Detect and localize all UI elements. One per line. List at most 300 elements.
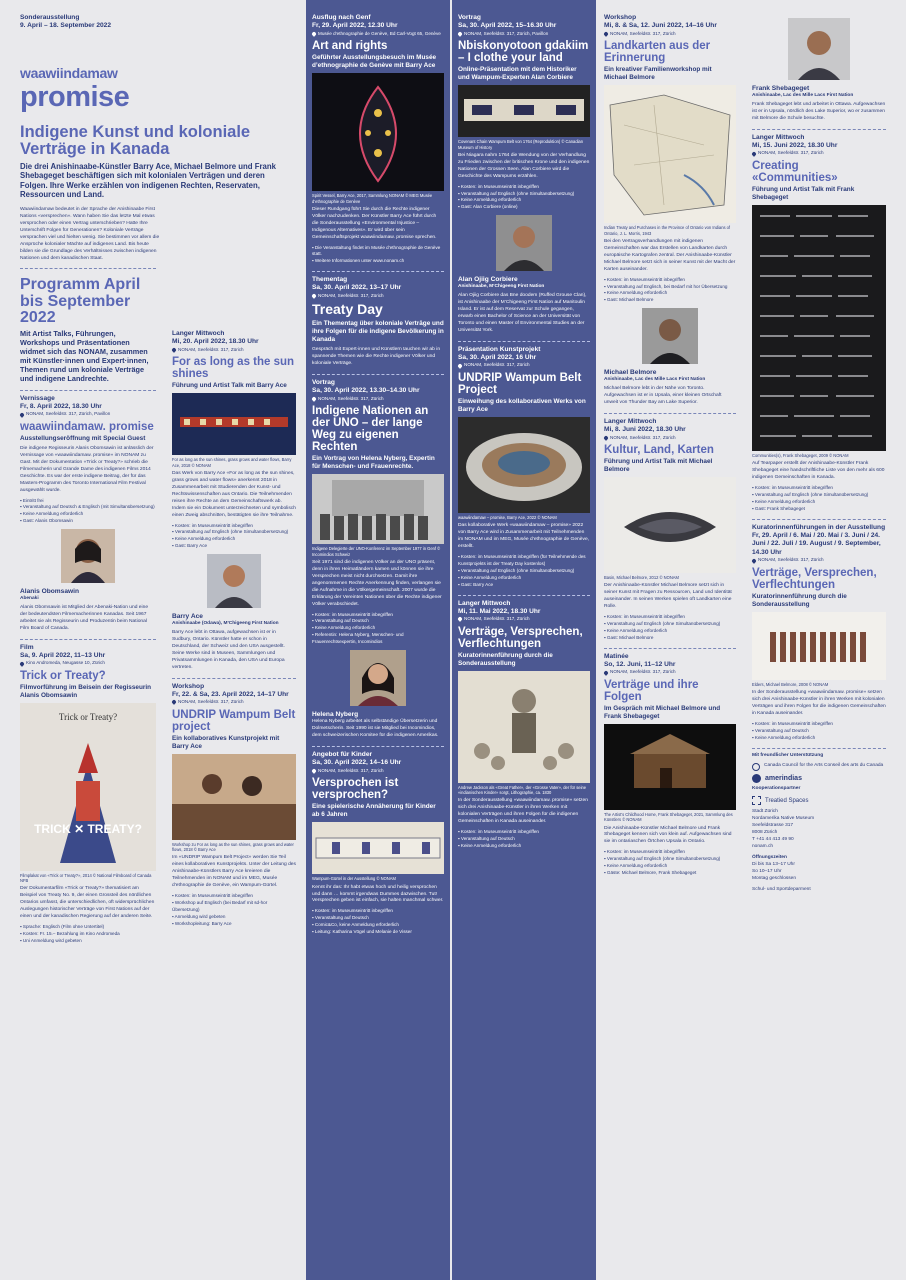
- workshop-image: [172, 754, 296, 840]
- location-pin-icon: [311, 31, 317, 37]
- wampum-belt-image: [312, 822, 444, 874]
- sponsor-amerindias: [752, 774, 886, 784]
- workshop-date: Fr, 22. & Sa, 23. April 2022, 14–17 Uhr: [172, 690, 289, 698]
- treaty-map-image: [604, 85, 736, 223]
- film-kicker: Film: [20, 643, 34, 651]
- tour-subtitle: Führung und Artist Talk mit Frank Shebageget: [752, 185, 855, 201]
- list-item: ▪ Gast: Alanis Obomsawin: [20, 518, 156, 525]
- list-item: ▪ Keine Anmeldung erforderlich: [458, 197, 590, 204]
- sponsor-canada-council: [752, 763, 886, 771]
- list-item: ▪ Veranstaltung auf Englisch (ohne Simultanübersetzung): [172, 529, 296, 536]
- image-caption: Andrew Jackson als «Great Father», der «Grosse Vater», der für seine «indianischen Kinder» sorgt, Lithographie, ca. 1830: [458, 784, 587, 796]
- film-title: Trick or Treaty?: [20, 669, 106, 682]
- kids-subtitle: Eine spielerische Annäherung für Kinder ab 6 Jahren: [312, 803, 436, 819]
- location-pin-icon: [603, 435, 609, 441]
- partner-label: Kooperationspartner: [752, 786, 801, 792]
- treatied-spaces-text: Treatied Spaces: [765, 797, 809, 804]
- image-caption: Communities(s), Frank Shebageget, 2009 © NONAM: [752, 452, 849, 458]
- communities-artwork-image: [752, 205, 886, 451]
- divider: [172, 678, 296, 679]
- divider: [312, 746, 444, 747]
- vernissage-location-text: NONAM, Seefeldstr. 317, Zürich, Pavillon: [26, 411, 111, 417]
- person-name: Helena Nyberg: [312, 711, 359, 719]
- person-role: Abenaki: [20, 596, 39, 602]
- themeday-location-text: NONAM, Seefeldstr. 317, Zürich: [318, 293, 384, 299]
- image-caption: Covenant Chain Wampum Belt von 1764 (Reproduktion) © Canadian Museum of History: [458, 139, 584, 150]
- intro-text: Waawiindamaw bedeutet in der Sprache der Anishinaabe First Nations «versprechen». Wann haben Sie das letzte Mal etwas versprochen oder einen Vertrag unterschrieben? Hatte Ihre Unterschrift Folgen für Generationen? Koloniale Verträge versprachen viel und hielten wenig. Sie bestimmen vor allem die Ansprüche kolonialer Mächte auf indigenes Land. Bis heute bilden sie die Grundlage des Verhältnisses zwischen indigenen Nationen und dem kanadischen Staat.: [20, 206, 160, 262]
- workshop-kicker: Workshop: [604, 14, 637, 21]
- event-info-list: [312, 245, 444, 266]
- themeday-body: Gespräch mit Expert·innen und Künstlern tauchen wir ab in spannende Themen wie die Rechte indigener Völker und koloniale Verträge.: [312, 347, 441, 366]
- film-location-text: Kino Andromeda, Neugasse 10, Zürich: [26, 660, 105, 666]
- event-body: Das Werk von Barry Ace «For as long as the sun shines, grass grows and water flows» anerkennt 2018 in Zusammenarbeit mit Studierenden der Kunst- und Rechtswissenschaften aus Ontario. Die Teilnehmenden reisen ihre Rechte an dem Gemeinschaftswerk ab. Indem sie ein Dokument unterzeichneten und symbolisch einen Zweig abschnitten, bestätigten sie ihre Teilnahme.: [172, 470, 296, 518]
- presentation-location: [458, 362, 590, 368]
- list-item: ▪ Eintritt frei: [20, 498, 156, 505]
- presentation-info-list: [458, 554, 590, 588]
- poster-header-text: Trick or Treaty?: [58, 711, 118, 722]
- poster-title-text: TRICK ✕ TREATY?: [34, 821, 142, 836]
- presentation-location-text: NONAM, Seefeldstr. 317, Zürich: [464, 362, 530, 368]
- divider: [458, 341, 590, 342]
- divider: [20, 639, 156, 640]
- film-location: [20, 660, 156, 666]
- logo-promise: promise: [20, 80, 130, 113]
- list-item: ▪ Gast: Michael Belmore: [604, 635, 736, 642]
- lecture-location: [312, 396, 444, 402]
- footer-department: Schul- und Sportdeparment: [752, 886, 811, 892]
- workshop-body: Im «UNDRIP Wampum Belt Project» werden Sie Teil eines kollaborativen Kunstprojekts. Unter der Leitung des Anishinaabe-Künstlers Barry Ace kreieren die Teilnehmenden im NONAM und im MEG, Musée d’ethnographie de Genève, ein Wampum-Gürtel.: [172, 855, 296, 889]
- themeday-date: Sa, 30. April 2022, 13–17 Uhr: [312, 284, 402, 292]
- address-line: Stadt Zürich: [752, 809, 778, 815]
- elders-artwork-image: [752, 612, 886, 680]
- list-item: ▪ Anmeldung wird gebeten: [172, 914, 296, 921]
- list-item: ▪ Veranstaltung auf Englisch (ohne Simultanübersetzung): [604, 621, 736, 628]
- film-poster-image: [20, 703, 156, 871]
- list-item: ▪ Workshop auf Englisch (bei Bedarf mit sd-hor Übersetzung): [172, 900, 296, 914]
- presentation-subtitle: Einweihung des kollaborativen Werks von Barry Ace: [458, 397, 586, 413]
- list-item: ▪ Gäste: Michael Belmore, Frank Shebageget: [604, 870, 736, 877]
- matinee-date: So, 12. Juni, 11–12 Uhr: [604, 660, 676, 668]
- logo-waawiindamaw: waawiindamaw: [20, 65, 118, 82]
- tour-location-text: NONAM, Seefeldstr. 317, Zürich: [758, 150, 824, 156]
- portrait-alan-corbiere: [496, 215, 552, 271]
- tour-kicker: Langer Mittwoch: [604, 417, 657, 425]
- list-item: ▪ Kosten: Fr. 15.– Bezahlung im Kino Andromeda: [20, 931, 156, 938]
- list-item: ▪ Keine Anmeldung erforderlich: [604, 290, 736, 297]
- curator-dates: Fr, 29. April / 6. Mai / 20. Mai / 3. Juni / 24. Juni / 22. Juli / 19. August / 9. September, 14.30 Uhr: [752, 531, 881, 556]
- list-item: ▪ Gast: Michael Belmore: [604, 297, 736, 304]
- person-bio: Alan Ojiig Corbiere das Bne doodem (Ruffed Grouse Clan), ist Anishinaabe der M’Chigeeng First Nation auf Manitoulin Island. Er ist auf dem Reservat zur Schule gegangen, erwarb einen Bachelor of Science an der Universität von Toronto und einen Master of Environmental Studies an der Universität York.: [458, 292, 587, 333]
- list-item: ▪ Kosten: im Museumseintritt inbegriffen: [752, 485, 886, 492]
- list-item: ▪ Veranstaltung auf Deutsch: [312, 915, 444, 922]
- workshop-location-text: NONAM, Seefeldstr. 317, Zürich: [178, 699, 244, 705]
- column-6: [746, 0, 892, 1280]
- covenant-chain-belt-image: [458, 85, 590, 137]
- workshop-info-list: [604, 277, 736, 305]
- person-bio: Barry Ace lebt in Ottawa, aufgewachsen ist er in Sudbury, Ontario. Künstler hatte er schon in Deutschland, der Schweiz und den USA ausgestellt. Seine Werke sind in Museen, Sammlungen und Privatsammlungen in Kanada, den USA und Europa vertreten.: [172, 629, 285, 670]
- location-pin-icon: [311, 768, 317, 774]
- kids-body: Kennt ihr das: Ihr habt etwas hoch und heilig versprochen und dann … kommt irgendwas Dummes dazwischen. Tut! Versprechen geben ist einfach, sie halten manchmal schwer.: [312, 884, 444, 904]
- address-line: Seefeldstrasse 317: [752, 823, 794, 829]
- event-date: Sa, 30. April 2022, 15–16.30 Uhr: [458, 22, 557, 30]
- bowl-artwork-image: [458, 417, 590, 513]
- event-title: Nbiskonyotoon gdakiim – I clothe your land: [458, 40, 589, 65]
- address-line: T +41 44 413 49 90: [752, 837, 794, 843]
- event-info-list: [458, 184, 590, 212]
- divider: [752, 129, 886, 130]
- list-item: ▪ Veranstaltung auf Englisch, bei Bedarf mit hor Übersetzung: [604, 284, 736, 291]
- matinee-location-text: NONAM, Seefeldstr. 317, Zürich: [610, 669, 676, 675]
- workshop-location: [172, 699, 296, 705]
- event-location: [458, 31, 590, 37]
- matinee-body: Die Anishinaabe-Künstler Michael Belmore und Frank Shebageget kennen sich von klein auf. Aufgewachsen sind sie im ontariaschen Örtchen Upsala in Ontario.: [604, 825, 732, 845]
- workshop-subtitle: Ein kreativer Familienworkshop mit Michael Belmore: [604, 66, 712, 82]
- program-subtitle: Mit Artist Talks, Führungen, Workshops und Präsentationen widmet sich das NONAM, zusammen mit Künstler·innen und Expert·innen, Themen rund um koloniale Verträge und indigene Landrechte.: [20, 329, 149, 383]
- event-title: Art and rights: [312, 40, 388, 53]
- image-caption: waawiindamaw – promise, Barry Ace, 2022 © NONAM: [458, 514, 557, 520]
- address-block: [752, 809, 886, 851]
- curator-location: [752, 557, 886, 563]
- image-caption: Indigene Delegierte der UNO-Konferenz im September 1977 in Genf © Incomindios Schweiz: [312, 546, 441, 557]
- tour-subtitle: Führung und Artist Talk mit Michael Belmore: [604, 457, 713, 473]
- person-name: Barry Ace: [172, 613, 203, 621]
- divider: [752, 748, 886, 749]
- image-caption: Basin, Michael Belmore, 2012 © NONAM: [604, 574, 679, 580]
- list-item: ▪ Veranstaltung auf Englisch (ohne Simultanübersetzung): [458, 568, 590, 575]
- list-item: ▪ Kosten: im Museumseintritt inbegriffen: [312, 612, 444, 619]
- tour-subtitle: Kuratorinnenführung durch die Sonderausstellung: [458, 651, 553, 667]
- tour-date: Mi, 8. Juni 2022, 18.30 Uhr: [604, 426, 686, 433]
- location-pin-icon: [457, 363, 463, 369]
- column-5: [598, 0, 742, 1280]
- list-item: ▪ Keine Anmeldung erforderlich: [312, 625, 444, 632]
- location-pin-icon: [457, 617, 463, 623]
- spirit-vessel-image: [312, 73, 444, 191]
- lithograph-image: [458, 671, 590, 783]
- tour-location-text: NONAM, Seefeldstr. 317, Zürich: [464, 616, 530, 622]
- location-pin-icon: [603, 31, 609, 37]
- film-caption: Filmplakat von «Trick or Treaty?», 2014 © National Filmboard of Canada NFB: [20, 872, 152, 884]
- tour-location: [604, 435, 736, 441]
- list-item: ▪ Kosten: im Museumseintritt inbegriffen: [604, 277, 736, 284]
- person-role: Anishinaabe (Odawa), M’Chigeeng First Nation: [172, 621, 279, 627]
- tour-title: Creating «Communities»: [752, 159, 838, 184]
- hours-line: So 10–17 Uhr: [752, 868, 782, 874]
- divider: [312, 271, 444, 272]
- list-item: ▪ Sprache: Englisch (Film ohne Untertitel): [20, 924, 156, 931]
- list-item: ▪ Veranstaltung auf Deutsch & Englisch (mit Simultanübersetzung): [20, 504, 156, 511]
- column-2: [166, 0, 302, 1280]
- person-role: Anishinaabe, Lac des Mille Lacs First Nation: [752, 93, 854, 99]
- list-item: ▪ Gast: Alan Corbiere (online): [458, 204, 590, 211]
- workshop-location: [604, 31, 736, 37]
- opening-hours: [752, 855, 886, 883]
- curator-subtitle: Kuratorinnenführung durch die Sonderausstellung: [752, 592, 847, 608]
- vernissage-body: Die indigene Regisseurin Alanis Obomsawin ist anlässlich der Vernissage von «waawiindamaw. promise» im NONAM zu Gast. Mit der Dokumentation «Trick or Treaty?» schrieb die Filmemacherin und Grande Dame des indigenen Films 2014 Geschichte. Es war der erste indigene Beitrag, der für das Masters-Programm des Toronto International Film Festival ausgewählt wurde.: [20, 445, 154, 493]
- list-item: ▪ Die Veranstaltung findet im Musée d’ethnographie de Genève statt.: [312, 245, 444, 259]
- lecture-title: Indigene Nationen an der UNO – der lange Weg zu eigenen Rechten: [312, 405, 429, 454]
- list-item: ▪ Gast: Barry Ace: [458, 582, 590, 589]
- event-location: [312, 31, 444, 37]
- person-name: Michael Belmore: [604, 369, 657, 377]
- person-role: Anishinaabe, Lac des Mille Lacs First Nation: [604, 377, 706, 383]
- list-item: ▪ Keine Anmeldung erforderlich: [458, 843, 590, 850]
- kids-date: Sa, 30. April 2022, 14–16 Uhr: [312, 759, 402, 767]
- list-item: ▪ Workshopleitung: Barry Ace: [172, 921, 296, 928]
- list-item: ▪ Kosten: im Museumseintritt inbegriffen: [312, 908, 444, 915]
- exhibition-kicker: Sonderausstellung: [20, 14, 80, 21]
- lecture-subtitle: Ein Vortrag von Helena Nyberg, Expertin für Menschen- und Frauenrechte.: [312, 455, 435, 471]
- event-date: Mi, 20. April 2022, 18.30 Uhr: [172, 338, 259, 346]
- event-location-text: NONAM, Seefeldstr. 317, Zürich, Pavillon: [464, 30, 549, 36]
- curator-title: Verträge, Versprechen, Verflechtungen: [752, 566, 877, 591]
- divider: [752, 519, 886, 520]
- location-pin-icon: [751, 151, 757, 157]
- location-pin-icon: [171, 347, 177, 353]
- person-bio: Michael Belmore lebt in der Nähe von Toronto. Aufgewachsen ist er in Upsala, einer kleinen Ortschaft unweit von Thunder Bay am Lake Superior.: [604, 385, 722, 405]
- workshop-info-list: [172, 893, 296, 927]
- lecture-location-text: NONAM, Seefeldstr. 317, Zürich: [318, 395, 384, 401]
- column-3: [306, 0, 450, 1280]
- person-name: Alan Ojiig Corbiere: [458, 276, 518, 284]
- location-pin-icon: [603, 670, 609, 676]
- presentation-date: Sa, 30. April 2022, 16 Uhr: [458, 353, 537, 361]
- image-caption: Spirit Vessel, Barry Ace, 2017, Sammlung NONAM © MEG Musée d’ethnographie de Genève: [312, 193, 433, 204]
- workshop-location-text: NONAM, Seefeldstr. 317, Zürich: [610, 30, 676, 36]
- workshop-subtitle: Ein kollaboratives Kunstprojekt mit Barry Ace: [172, 734, 280, 750]
- portrait-barry-ace: [207, 554, 261, 608]
- person-bio: Frank Shebageget lebt und arbeitet in Ottawa. Aufgewachsen ist er in Upsala, nördlich des Lake Superior, wo er zusammen mit Belmore die Schule besuchte.: [752, 101, 886, 121]
- person-bio: Alanis Obomsawin ist Mitglied der Abenaki-Nation und eine der bedeutendsten Filmemacherinnen Kanadas. Seit 1967 arbeitet sie als Regisseurin und Produzentin beim National Film Board of Canada.: [20, 604, 149, 631]
- curator-info-list: [752, 721, 886, 742]
- main-subtitle: Die drei Anishinaabe-Künstler Barry Ace, Michael Belmore und Frank Shebageget beschäftigen sich mit kolonialen Verträgen und deren Folgen. Ihre Werke erzählen von indigenen Rechten, Reservaten, Ressourcen und Land.: [20, 161, 276, 200]
- address-line: 8008 Zürich: [752, 830, 778, 836]
- divider: [604, 648, 736, 649]
- location-pin-icon: [19, 412, 25, 418]
- tour-info-list: [604, 614, 736, 642]
- list-item: ▪ Kosten: im Museumseintritt inbegriffen: [172, 523, 296, 530]
- tour-body: In der Sonderausstellung «waawiindamaw. promise» setzen sich drei Anishinaabe-Künstler in ihren Werken mit kolonialen Verträgen und ihren Folgen für die indigenen Gemeinschaften in Kanada auseinander.: [458, 798, 588, 825]
- tour-body: Auf Tearpaper erstellt der Anishinaabe-Künstler Frank Shebageget eine handschriftliche Liste von den mehr als 600 indigenen Gemeinschaften in Kanada.: [752, 461, 885, 481]
- program-title: Programm April bis September 2022: [20, 276, 141, 327]
- person-bio: Helena Nyberg arbeitet als selbständige Übersetzerin und Dolmetscherin. Seit 1990 ist sie Mitglied bei Incomindios, dem schweizerischen Komitee für die indigenen Amerikas.: [312, 719, 439, 739]
- lecture-date: Sa, 30. April 2022, 13.30–14.30 Uhr: [312, 387, 420, 395]
- event-location-text: NONAM, Seefeldstr. 317, Zürich: [178, 346, 244, 352]
- image-caption: Wampum-Gürtel in der Ausstellung © NONAM: [312, 876, 396, 882]
- matinee-subtitle: Im Gespräch mit Michael Belmore und Frank Shebageget: [604, 704, 721, 720]
- location-pin-icon: [751, 558, 757, 564]
- list-item: ▪ Veranstaltung auf Englisch (ohne Simultanübersetzung): [458, 191, 590, 198]
- support-label: Mit freundlicher Unterstützung: [752, 752, 824, 758]
- divider: [20, 390, 156, 391]
- address-line: Nordamerika Native Museum: [752, 816, 815, 822]
- tour-body: Der Anishinaabe-Künstler Michael Belmore setzt sich in seiner Kunst mit Fragen zu Ressourcen, Land und Identität auseinander. In seinen Werken spielen oft Landkarten eine Rolle.: [604, 583, 732, 610]
- location-pin-icon: [311, 293, 317, 299]
- vernissage-kicker: Vernissage: [20, 394, 55, 402]
- list-item: ▪ Kosten: im Museumseintritt inbegriffen: [458, 184, 590, 191]
- image-caption: Elders, Michael Belmore, 2008 © NONAM: [752, 681, 829, 687]
- location-pin-icon: [311, 396, 317, 402]
- column-4: [452, 0, 596, 1280]
- tour-location: [458, 616, 590, 622]
- kids-title: Versprochen ist versprochen?: [312, 777, 399, 802]
- tour-kicker: Langer Mittwoch: [752, 133, 805, 141]
- event-subtitle: Führung und Artist Talk mit Barry Ace: [172, 382, 287, 390]
- curator-location-text: NONAM, Seefeldstr. 317, Zürich: [758, 557, 824, 563]
- film-info-list: [20, 924, 156, 945]
- list-item: ▪ Gast: Frank Shebageget: [752, 506, 886, 513]
- tour-title: Verträge, Versprechen, Verflechtungen: [458, 625, 583, 650]
- divider: [312, 374, 444, 375]
- film-subtitle: Filmvorführung im Beisein der Regisseurin Alanis Obomsawin: [20, 683, 152, 699]
- matinee-info-list: [604, 849, 736, 877]
- list-item: ▪ Keine Anmeldung erforderlich: [752, 499, 886, 506]
- curator-kicker: Kuratorinnenführungen in der Ausstellung: [752, 523, 886, 531]
- list-item: ▪ Gast: Barry Ace: [172, 543, 296, 550]
- event-body: Bei Niagara nahm 1764 die Wendung von der Verhandlung zu Frieden zwischen der britischen Krone und den indigenen Nationen der Grossen Seen. Alan Corbiere wird die Geschichte des Wampums erzählen.: [458, 152, 590, 179]
- list-item: ▪ Kosten: im Museumseintritt inbegriffen: [458, 829, 590, 836]
- location-pin-icon: [19, 661, 25, 667]
- vernissage-subtitle: Ausstellungseröffnung mit Special Guest: [20, 434, 146, 442]
- main-title: Indigene Kunst und koloniale Verträge in Kanada: [20, 122, 251, 158]
- tour-kicker: Langer Mittwoch: [458, 599, 511, 607]
- event-kicker: Vortrag: [458, 14, 481, 21]
- event-info-list: [172, 523, 296, 551]
- presentation-title: UNDRIP Wampum Belt Project: [458, 371, 582, 396]
- event-subtitle: Online-Präsentation mit dem Historiker und Wampum-Experten Alan Corbiere: [458, 66, 577, 82]
- list-item: ▪ Keine Anmeldung erforderlich: [604, 628, 736, 635]
- vernissage-title: waawiindamaw. promise: [20, 420, 154, 433]
- list-item: ▪ Leitung: Katharina Vögel und Melanie de Visser: [312, 929, 444, 936]
- kids-kicker: Angebot für Kinder: [312, 751, 373, 758]
- person-name: Frank Shebageget: [752, 85, 810, 92]
- lecture-body: Seit 1971 sind die indigenen Völker an der UNO präsent, denn in ihren Heimatländern kamen und können sie ihre Versprechen meist nicht durchsetzen. Damit ihre angenommenen Rechte Anerkennung finden, verlangen sie die Aufnahme in die Völkergemeinschaft. 2007 wurde die Erklärung der Vereinten Nationen über die Rechte indigener Völker verabschiedet.: [312, 559, 442, 607]
- un-delegates-image: [312, 474, 444, 544]
- matinee-title: Verträge und ihre Folgen: [604, 678, 699, 703]
- list-item: ▪ Kosten: im Museumseintritt inbegriffen: [752, 721, 886, 728]
- divider: [20, 268, 156, 269]
- themeday-subtitle: Ein Thementag über koloniale Verträge und ihre Folgen für die indigene Bevölkerung in Kanada: [312, 320, 444, 344]
- list-item: ▪ Veranstaltung auf Deutsch: [312, 618, 444, 625]
- event-title: For as long as the sun shines: [172, 356, 295, 381]
- list-item: ▪ Kosten: im Museumseintritt inbegriffen: [604, 849, 736, 856]
- canada-council-text: Canada Council for the Arts Conseil des arts du Canada: [764, 763, 884, 769]
- tour-date: Mi, 15. Juni 2022, 18.30 Uhr: [752, 141, 838, 149]
- workshop-date: Mi, 8. & Sa, 12. Juni 2022, 14–16 Uhr: [604, 22, 717, 30]
- list-item: ▪ Keine Anmeldung erforderlich: [604, 863, 736, 870]
- hours-line: Di bis Sa 13–17 Uhr: [752, 861, 795, 867]
- portrait-alanis-obomsawin: [61, 529, 115, 583]
- childhood-home-image: [604, 724, 736, 810]
- divider: [458, 595, 590, 596]
- event-subtitle: Geführter Ausstellungsbesuch im Musée d’ethnographie de Genève mit Barry Ace: [312, 54, 437, 70]
- hours-heading: Öffnungszeiten: [752, 855, 787, 860]
- basin-artwork-image: [604, 477, 736, 573]
- vernissage-location: [20, 411, 156, 417]
- person-name: Alanis Obomsawin: [20, 588, 79, 596]
- kids-location: [312, 768, 444, 774]
- kids-info-list: [312, 908, 444, 936]
- themeday-location: [312, 293, 444, 299]
- divider: [604, 413, 736, 414]
- location-pin-icon: [171, 700, 177, 706]
- matinee-location: [604, 669, 736, 675]
- portrait-frank-shebageget: [788, 18, 850, 80]
- tour-date: Mi, 11. Mai 2022, 18.30 Uhr: [458, 607, 541, 615]
- portrait-helena-nyberg: [350, 650, 406, 706]
- list-item: ▪ Keine Anmeldung erforderlich: [458, 575, 590, 582]
- canada-council-logo-icon: [752, 763, 760, 771]
- image-caption: The Artist’s Childhood Home, Frank Shebageget, 2021, Sammlung des Künstlers © NONAM: [604, 811, 733, 823]
- image-caption: Indian Treaty and Purchases in the Province of Ontario von Indians of Ontario, J. L. Morris, 1943: [604, 225, 731, 236]
- film-date: Sa, 9. April 2022, 11–13 Uhr: [20, 651, 106, 659]
- event-date: Fr, 29. April 2022, 12.30 Uhr: [312, 22, 398, 30]
- treatied-spaces-logo-icon: [752, 796, 761, 805]
- event-kicker: Langer Mittwoch: [172, 330, 225, 337]
- person-role: Anishinaabe, M’Chigeeng First Nation: [458, 284, 545, 290]
- amerindias-logo-icon: [752, 774, 761, 783]
- image-caption: For as long as the sun shines, grass grows and water flows, Barry Ace, 2018 © NONAM: [172, 457, 292, 468]
- list-item: ▪ Kosten: im Museumseintritt inbegriffen: [172, 893, 296, 900]
- installation-image: [172, 393, 296, 455]
- list-item: ▪ Comic&Co, keine Anmeldung erforderlich: [312, 922, 444, 929]
- themeday-kicker: Thementag: [312, 276, 348, 284]
- list-item: ▪ Keine Anmeldung erforderlich: [172, 536, 296, 543]
- website-link[interactable]: nonam.ch: [752, 844, 774, 850]
- location-pin-icon: [457, 31, 463, 37]
- film-body: Der Dokumentarfilm «Trick or Treaty?» thematisiert am Beispiel von Treaty No. 9, der einen Grossteil des nördlichen Ontarios umfasst, die unterschiedlichen, oft widersprüchlichen Auslegungen historischer Verträge von First Nations auf der einen und der kanadischen Regierung auf der anderen Seite.: [20, 886, 155, 920]
- list-item: ▪ Kosten: im Museumseintritt inbegriffen (für Teilnehmende des Kunstprojekts ist der Treaty Day kostenlos): [458, 554, 590, 568]
- tour-title: Kultur, Land, Karten: [604, 443, 714, 456]
- list-item: ▪ Veranstaltung auf Deutsch: [458, 836, 590, 843]
- list-item: ▪ Keine Anmeldung erforderlich: [20, 511, 156, 518]
- amerindias-text: amerindias: [765, 774, 802, 782]
- event-location: [172, 347, 296, 353]
- lecture-info-list: [312, 612, 444, 646]
- tour-location-text: NONAM, Seefeldstr. 317, Zürich: [610, 434, 676, 440]
- list-item: ▪ Kosten: im Museumseintritt inbegriffen: [604, 614, 736, 621]
- themeday-title: Treaty Day: [312, 301, 383, 318]
- hours-line: Montag geschlossen: [752, 875, 796, 881]
- lecture-kicker: Vortrag: [312, 378, 335, 386]
- curator-body: In der Sonderausstellung «waawiindamaw. promise» setzen sich drei Anishinaabe-Künstler in ihren Werken mit kolonialen Verträgen und ihren Folgen für die indigenen Gemeinschaften in Kanada auseinander.: [752, 690, 886, 717]
- vernissage-info-list: [20, 498, 156, 526]
- workshop-title: UNDRIP Wampum Belt project: [172, 708, 296, 733]
- workshop-body: Bei den Vertragsverhandlungen mit indigenen Gemeinschaften war das Erstellen von Landkarten durch europäische Kartografen zentral. Der Anishinaabe-Künstler Michael Belmore setzt sich in seiner Kunst mit der Macht der Karten auseinander.: [604, 238, 736, 272]
- event-location-text: Musée d’ethnographie de Genève, Bd Carl-Vogt 65, Genève: [318, 30, 441, 36]
- list-item: ▪ Veranstaltung auf Englisch (ohne Simultanübersetzung): [752, 492, 886, 499]
- list-item: ▪ Weitere Informationen unter www.nonam.ch: [312, 258, 444, 265]
- event-kicker: Ausflug nach Genf: [312, 14, 371, 21]
- workshop-kicker: Workshop: [172, 682, 205, 690]
- tour-info-list: [458, 829, 590, 850]
- partner-treatied-spaces: [752, 796, 886, 805]
- event-body: Dieser Rundgang führt Sie durch die Rechte indigener Völker nachzudenken. Der Künstler Barry Ace führt durch die Sonderausstellung «Environmental Injustice – Indigenous Alternatives». Er wird über sein Gemeinschaftsprojekt waawiindamaw. promise sprechen.: [312, 206, 437, 240]
- workshop-title: Landkarten aus der Erinnerung: [604, 40, 711, 65]
- kids-location-text: NONAM, Seefeldstr. 317, Zürich: [318, 767, 384, 773]
- portrait-michael-belmore: [642, 308, 698, 364]
- presentation-body: Das kollaborative Werk «waawiindamaw – promise» 2022 von Barry Ace wird in Zusammenarbeit mit Teilnehmenden im NONAM und im MEG, Musée d’ethnographie de Genève, erstellt.: [458, 523, 590, 550]
- tour-info-list: [752, 485, 886, 513]
- tour-location: [752, 150, 886, 156]
- list-item: ▪ Uni Anmeldung wird gebeten: [20, 938, 156, 945]
- matinee-kicker: Matinée: [604, 652, 629, 660]
- presentation-kicker: Präsentation Kunstprojekt: [458, 345, 541, 353]
- vernissage-date: Fr, 8. April 2022, 18.30 Uhr: [20, 402, 102, 410]
- list-item: ▪ Referentin: Helena Nyberg, Menschen- und Frauenrechtsexpertin, Incomindios: [312, 632, 444, 646]
- exhibition-dates: 9. April – 18. September 2022: [20, 22, 112, 30]
- list-item: ▪ Veranstaltung auf Deutsch: [752, 728, 886, 735]
